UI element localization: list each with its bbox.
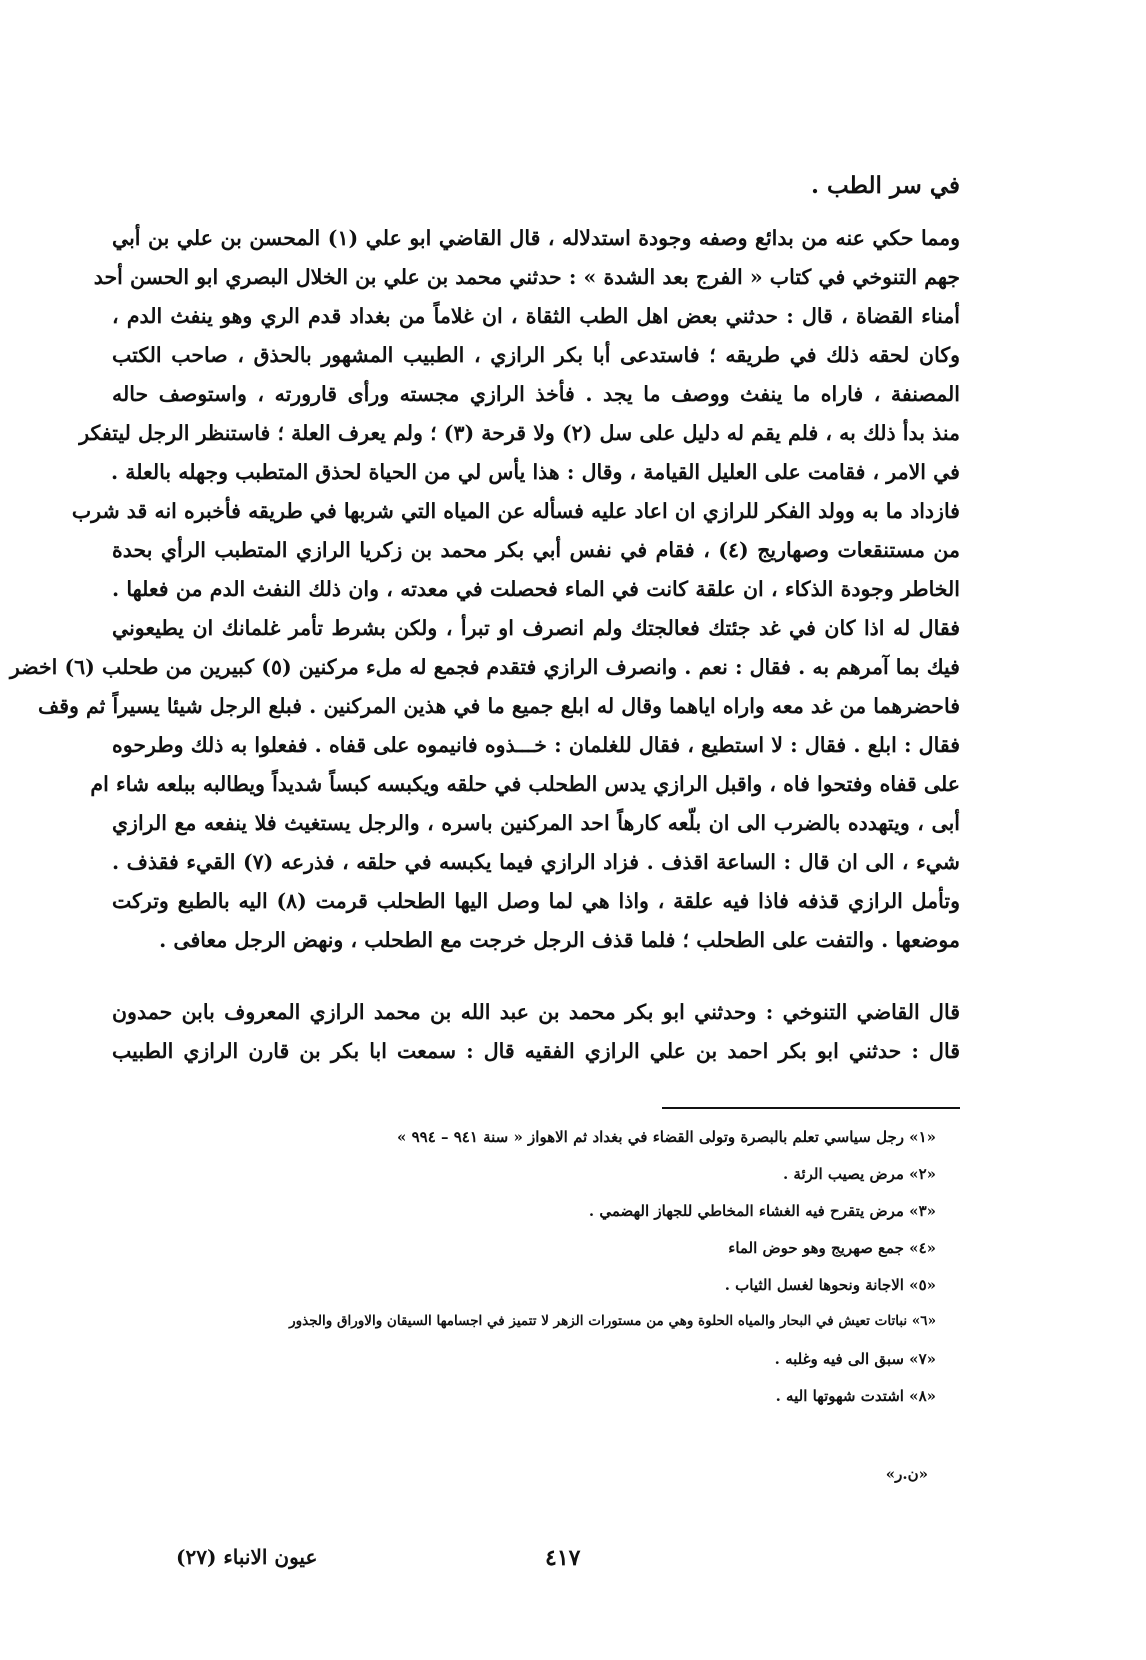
text-line: قال : حدثني ابو بكر احمد بن علي الرازي الفقيه قال : سمعت ابا بكر بن قارن الرازي الطبيب (112, 1039, 960, 1063)
text-line: قال القاضي التنوخي : وحدثني ابو بكر محمد بن عبد الله بن محمد الرازي المعروف بابن حمدون (112, 1000, 960, 1024)
text-line: فقال له اذا كان في غد جئتك فعالجتك ولم انصرف او تبرأ ، ولكن بشرط تأمر غلمانك ان يطيعوني (112, 616, 960, 640)
text-line: الخاطر وجودة الذكاء ، ان علقة كانت في الماء فحصلت في معدته ، وان ذلك النفث الدم من فعلها . (112, 577, 960, 601)
footnote-divider (662, 1107, 960, 1109)
footnote: «١» رجل سياسي تعلم بالبصرة وتولى القضاء في بغداد ثم الاهواز « سنة ٩٤١ – ٩٩٤ » (396, 1128, 936, 1146)
text-line: فازداد ما به وولد الفكر للرازي ان اعاد عليه فسأله عن المياه التي شربها في طريقه فأخبره انه قد شرب (71, 499, 960, 523)
editor-signature: «ن.ر» (885, 1465, 928, 1483)
text-line: شيء ، الى ان قال : الساعة اقذف . فزاد الرازي فيما يكبسه في حلقه ، فذرعه (٧) القيء فقذف . (112, 850, 960, 874)
text-line: جهم التنوخي في كتاب « الفرج بعد الشدة » : حدثني محمد بن علي بن الخلال البصري ابو الحسن أحد (93, 265, 960, 289)
text-line: فيك بما آمرهم به . فقال : نعم . وانصرف الرازي فتقدم فجمع له ملء مركنين (٥) كبيرين من طحلب (٦) اخضر (9, 655, 960, 679)
text-line: من مستنقعات وصهاريج (٤) ، فقام في نفس أبي بكر محمد بن زكريا الرازي المتطبب الرأي بحدة (112, 538, 961, 562)
footnote: «٨» اشتدت شهوتها اليه . (775, 1387, 936, 1405)
page-number: ٤١٧ (545, 1545, 581, 1571)
text-line: ومما حكي عنه من بدائع وصفه وجودة استدلاله ، قال القاضي ابو علي (١) المحسن بن علي بن أبي (112, 226, 960, 250)
text-line: في الامر ، فقامت على العليل القيامة ، وقال : هذا يأس لي من الحياة لحذق المتطبب وجهله بالعلة . (110, 460, 960, 484)
footnote: «٤» جمع صهريج وهو حوض الماء (728, 1239, 936, 1257)
text-line: فقال : ابلع . فقال : لا استطيع ، فقال للغلمان : خـــذوه فانيموه على قفاه . ففعلوا به ذلك وطرحوه (112, 733, 960, 757)
text-line: موضعها . والتفت على الطحلب ؛ فلما قذف الرجل خرجت مع الطحلب ، ونهض الرجل معافى . (159, 928, 960, 952)
text-line: أمناء القضاة ، قال : حدثني بعض اهل الطب الثقاة ، ان غلاماً من بغداد قدم الري وهو ينفث الدم ، (112, 304, 960, 328)
footnote: «٢» مرض يصيب الرئة . (782, 1165, 936, 1183)
text-line: منذ بدأ ذلك به ، فلم يقم له دليل على سل (٢) ولا قرحة (٣) ؛ ولم يعرف العلة ؛ فاستنظر الرجل ليتفكر (79, 421, 960, 445)
opening-line: في سر الطب . (810, 172, 960, 199)
footnote: «٥» الاجانة ونحوها لغسل الثياب . (724, 1276, 936, 1294)
text-line: وتأمل الرازي قذفه فاذا فيه علقة ، واذا هي لما وصل اليها الطحلب قرمت (٨) اليه بالطبع وتركت (112, 889, 960, 913)
footnote: «٣» مرض يتقرح فيه الغشاء المخاطي للجهاز الهضمي . (588, 1202, 936, 1220)
text-line: أبى ، ويتهدده بالضرب الى ان بلّعه كارهاً احد المركنين باسره ، والرجل يستغيث فلا ينفعه مع الرازي (112, 811, 960, 835)
text-line: على قفاه وفتحوا فاه ، واقبل الرازي يدس الطحلب في حلقه ويكبسه كبساً شديداً ويطالبه ببلعه شاء ام (90, 772, 960, 796)
text-line: وكان لحقه ذلك في طريقه ؛ فاستدعى أبا بكر الرازي ، الطبيب المشهور بالحذق ، صاحب الكتب (112, 343, 960, 367)
running-footer-title: عيون الانباء (٢٧) (176, 1545, 318, 1569)
footnote: «٦» نباتات تعيش في البحار والمياه الحلوة وهي من مستورات الزهر لا تتميز في اجسامها السيقان والاوراق والجذور (289, 1313, 936, 1329)
footnote: «٧» سبق الى فيه وغلبه . (774, 1350, 936, 1368)
text-line: المصنفة ، فاراه ما ينفث ووصف ما يجد . فأخذ الرازي مجسته ورأى قارورته ، واستوصف حاله (112, 382, 960, 406)
text-line: فاحضرهما من غد معه واراه اياهما وقال له ابلع جميع ما في هذين المركنين . فبلع الرجل شيئا يسيراً ثم وقف (37, 694, 960, 718)
